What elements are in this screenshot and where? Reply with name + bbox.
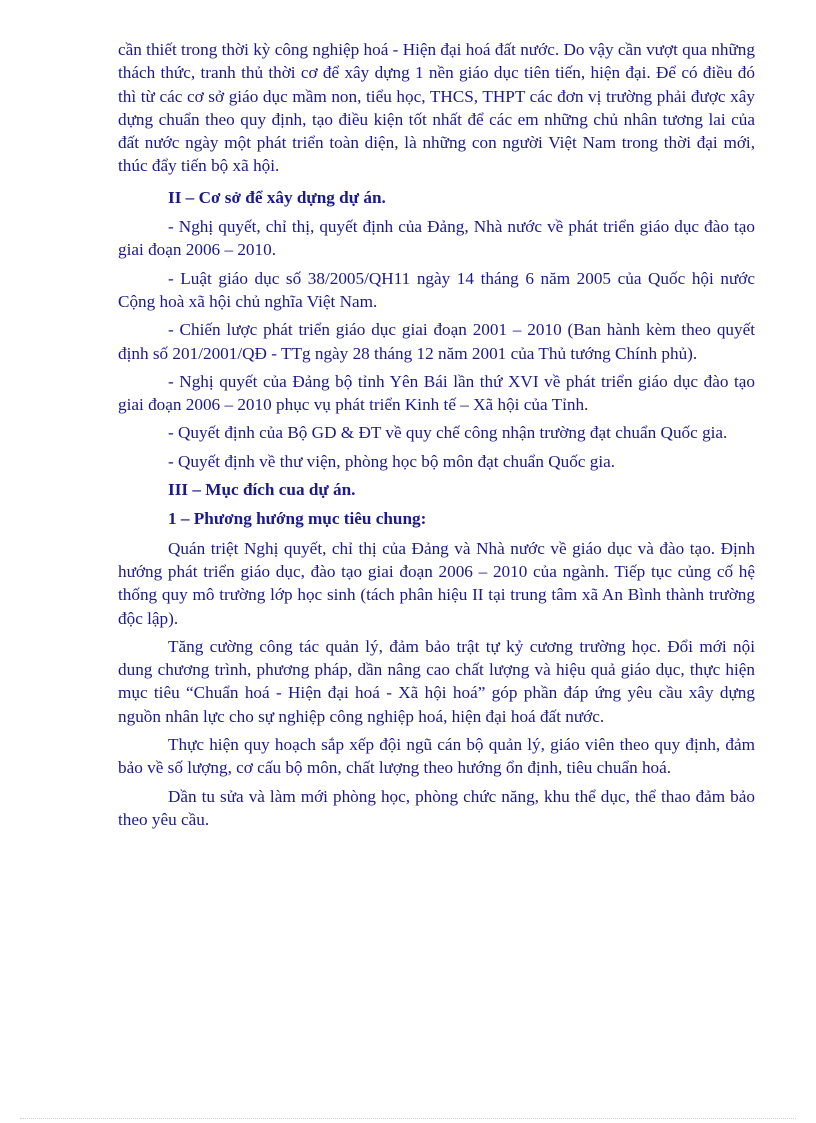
body-paragraph: Thực hiện quy hoạch sắp xếp đội ngũ cán bộ quản lý, giáo viên theo quy định, đảm bảo về số lượng, cơ cấu bộ môn, chất lượng theo hướng ổn định, tiêu chuẩn hoá. [118, 735, 755, 778]
body-paragraph: Dần tu sửa và làm mới phòng học, phòng chức năng, khu thể dục, thể thao đảm bảo theo yêu cầu. [118, 786, 755, 829]
list-item: - Luật giáo dục số 38/2005/QH11 ngày 14 tháng 6 năm 2005 của Quốc hội nước Cộng hoà xã hội chủ nghĩa Việt Nam. [118, 268, 755, 311]
body-paragraph: cần thiết trong thời kỳ công nghiệp hoá - Hiện đại hoá đất nước. Do vậy cần vượt qua những thách thức, tranh thủ thời cơ để xây dựng 1 nền giáo dục tiên tiến, hiện đại. Để có điều đó thì từ các cơ sở giáo dục mầm non, tiểu học, THCS, THPT các đơn vị trường phải được xây dựng chuẩn theo quy định, tạo điều kiện tốt nhất để các em những chủ nhân tương lai của đất nước ngày một phát triển toàn diện, là những con người Việt Nam trong thời đại mới, thúc đẩy tiến bộ xã hội. [118, 40, 755, 176]
list-item: - Quyết định của Bộ GD & ĐT về quy chế công nhận trường đạt chuẩn Quốc gia. [168, 423, 728, 443]
body-paragraph: Quán triệt Nghị quyết, chỉ thị của Đảng và Nhà nước về giáo dục và đào tạo. Định hướng phát triển giáo dục, đào tạo giai đoạn 2006 – 2010 của ngành. Tiếp tục củng cố hệ thống quy mô trường lớp học sinh (tách phân hiệu II tại trung tâm xã An Bình thành trường độc lập). [118, 538, 755, 628]
list-item: - Quyết định về thư viện, phòng học bộ môn đạt chuẩn Quốc gia. [168, 451, 616, 471]
document-page [118, 38, 755, 836]
section-heading-ii: II – Cơ sở để xây dựng dự án. [168, 187, 386, 207]
list-item: - Nghị quyết, chỉ thị, quyết định của Đảng, Nhà nước về phát triển giáo dục đào tạo giai đoạn 2006 – 2010. [118, 217, 755, 260]
body-paragraph: Tăng cường công tác quản lý, đảm bảo trật tự kỷ cương trường học. Đổi mới nội dung chương trình, phương pháp, dần nâng cao chất lượng và hiệu quả giáo dục, thực hiện mục tiêu “Chuẩn hoá - Hiện đại hoá - Xã hội hoá” góp phần đáp ứng yêu cầu xây dựng nguồn nhân lực cho sự nghiệp công nghiệp hoá, hiện đại hoá đất nước. [118, 636, 755, 726]
list-item: - Chiến lược phát triển giáo dục giai đoạn 2001 – 2010 (Ban hành kèm theo quyết định số 201/2001/QĐ - TTg ngày 28 tháng 12 năm 2001 của Thủ tướng Chính phủ). [118, 320, 755, 363]
section-heading-iii: III – Mục đích cua dự án. [168, 480, 356, 500]
subsection-heading: 1 – Phương hướng mục tiêu chung: [168, 509, 427, 529]
list-item: - Nghị quyết của Đảng bộ tỉnh Yên Bái lần thứ XVI về phát triển giáo dục đào tạo giai đoạn 2006 – 2010 phục vụ phát triển Kinh tế – Xã hội của Tỉnh. [118, 371, 755, 415]
page-bottom-divider [20, 1118, 796, 1119]
